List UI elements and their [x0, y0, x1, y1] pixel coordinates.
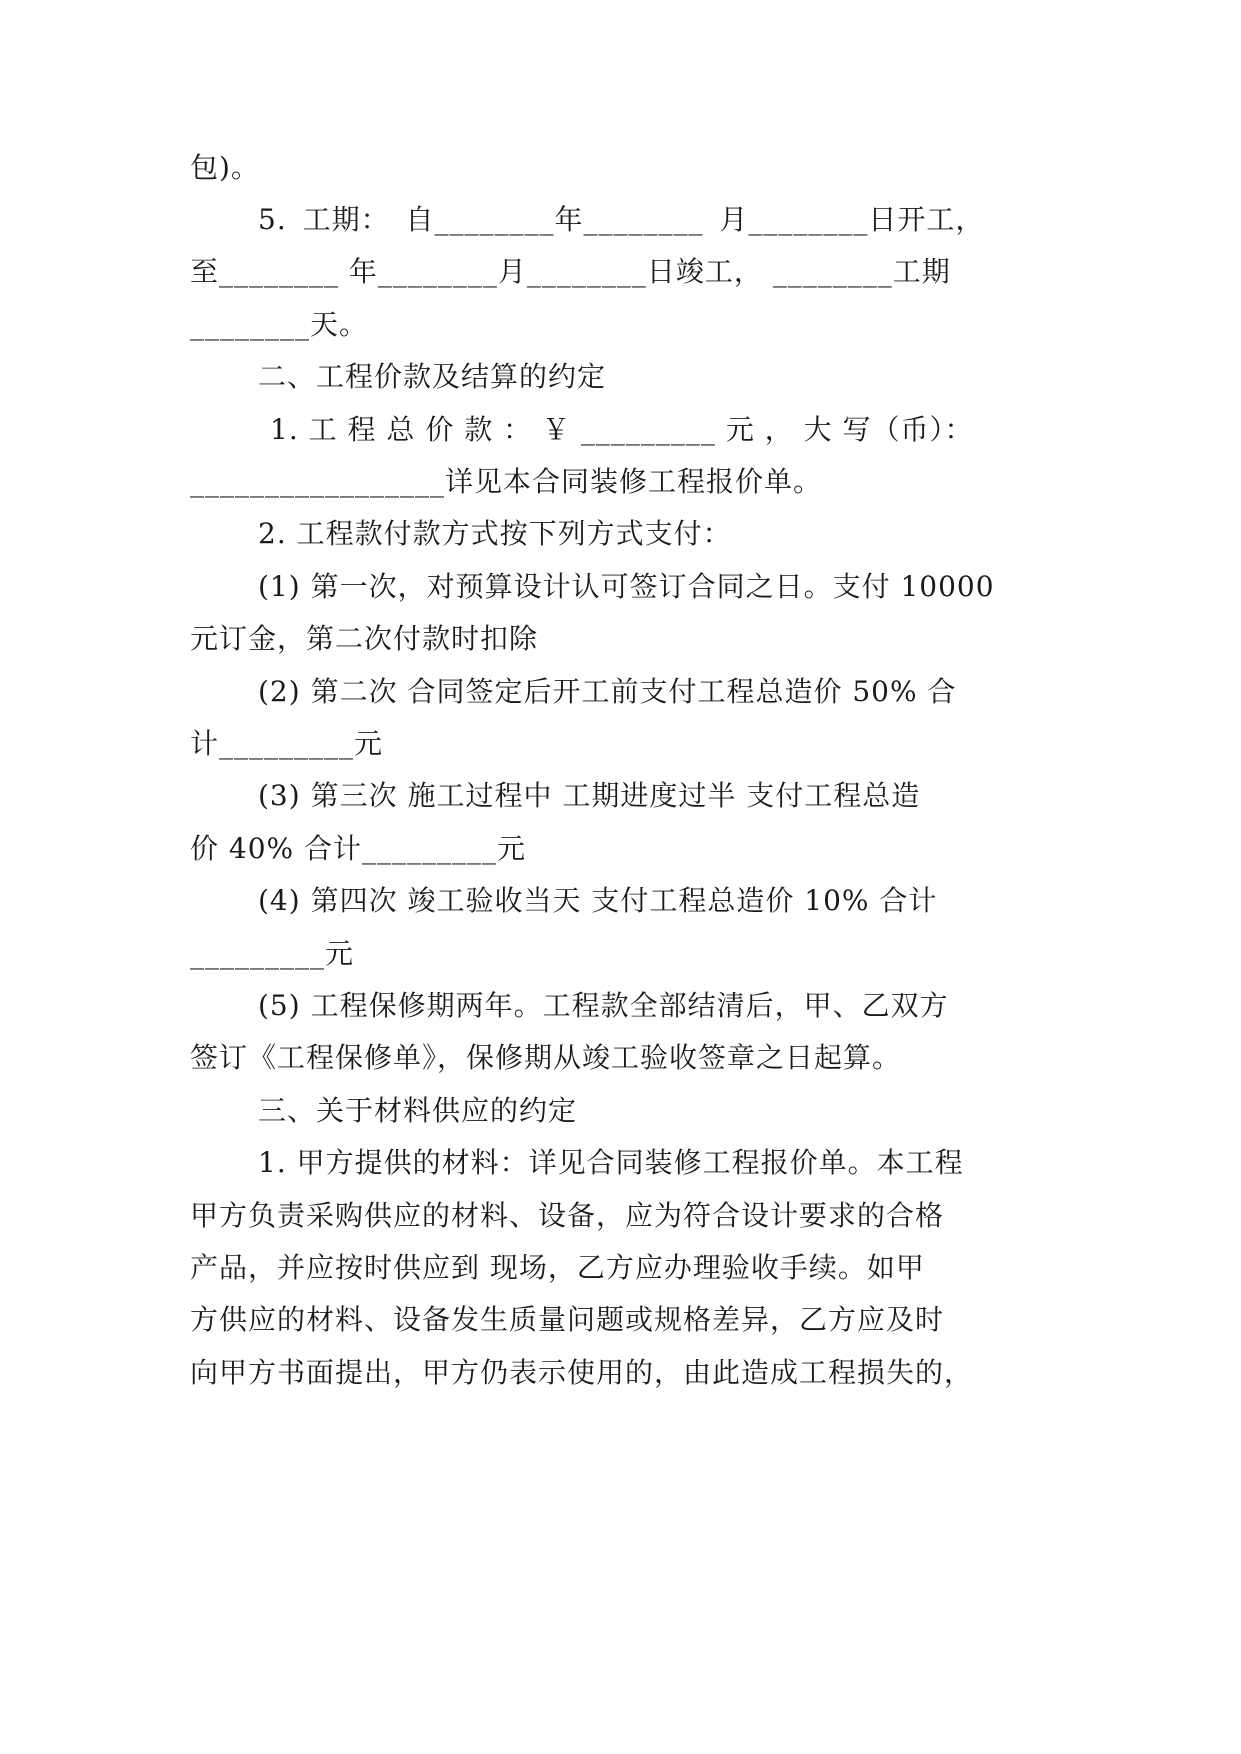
text-line-12: 计_________元 — [190, 727, 384, 760]
text-line-15: (4) 第四次 竣工验收当天 支付工程总造价 10% 合计 — [258, 884, 938, 917]
text-line-3: 至________ 年________月________日竣工， ________工期 — [190, 255, 951, 288]
text-line-2: 5. 工期： 自________年________ 月________日开工， — [258, 203, 985, 236]
section-heading-3: 三、关于材料供应的约定 — [258, 1094, 578, 1127]
text-line-1: 包)。 — [190, 151, 260, 184]
text-line-23: 方供应的材料、设备发生质量问题或规格差异，乙方应及时 — [190, 1303, 945, 1336]
section-heading-2: 二、工程价款及结算的约定 — [258, 360, 607, 393]
text-line-16: _________元 — [190, 937, 355, 970]
text-line-24: 向甲方书面提出，甲方仍表示使用的，由此造成工程损失的， — [190, 1356, 974, 1389]
text-line-18: 签订《工程保修单》，保修期从竣工验收签章之日起算。 — [190, 1041, 902, 1074]
text-line-11: (2) 第二次 合同签定后开工前支付工程总造价 50% 合 — [258, 675, 957, 708]
text-line-6: 1. 工 程 总 价 款 ： ￥ _________ 元 ， 大 写（币）： — [270, 413, 974, 446]
text-line-20: 1. 甲方提供的材料：详见合同装修工程报价单。本工程 — [258, 1146, 964, 1179]
text-line-21: 甲方负责采购供应的材料、设备，应为符合设计要求的合格 — [190, 1199, 945, 1232]
text-line-17: (5) 工程保修期两年。工程款全部结清后，甲、乙双方 — [258, 989, 949, 1022]
text-line-7: _________________详见本合同装修工程报价单。 — [190, 465, 823, 498]
text-line-8: 2. 工程款付款方式按下列方式支付： — [258, 517, 732, 550]
text-line-22: 产品，并应按时供应到 现场，乙方应办理验收手续。如甲 — [190, 1251, 925, 1284]
text-line-13: (3) 第三次 施工过程中 工期进度过半 支付工程总造 — [258, 779, 921, 812]
text-line-14: 价 40% 合计_________元 — [190, 832, 527, 865]
text-line-4: ________天。 — [190, 308, 369, 341]
text-line-9: (1) 第一次，对预算设计认可签订合同之日。支付 10000 — [258, 570, 995, 603]
text-line-10: 元订金，第二次付款时扣除 — [190, 622, 539, 655]
